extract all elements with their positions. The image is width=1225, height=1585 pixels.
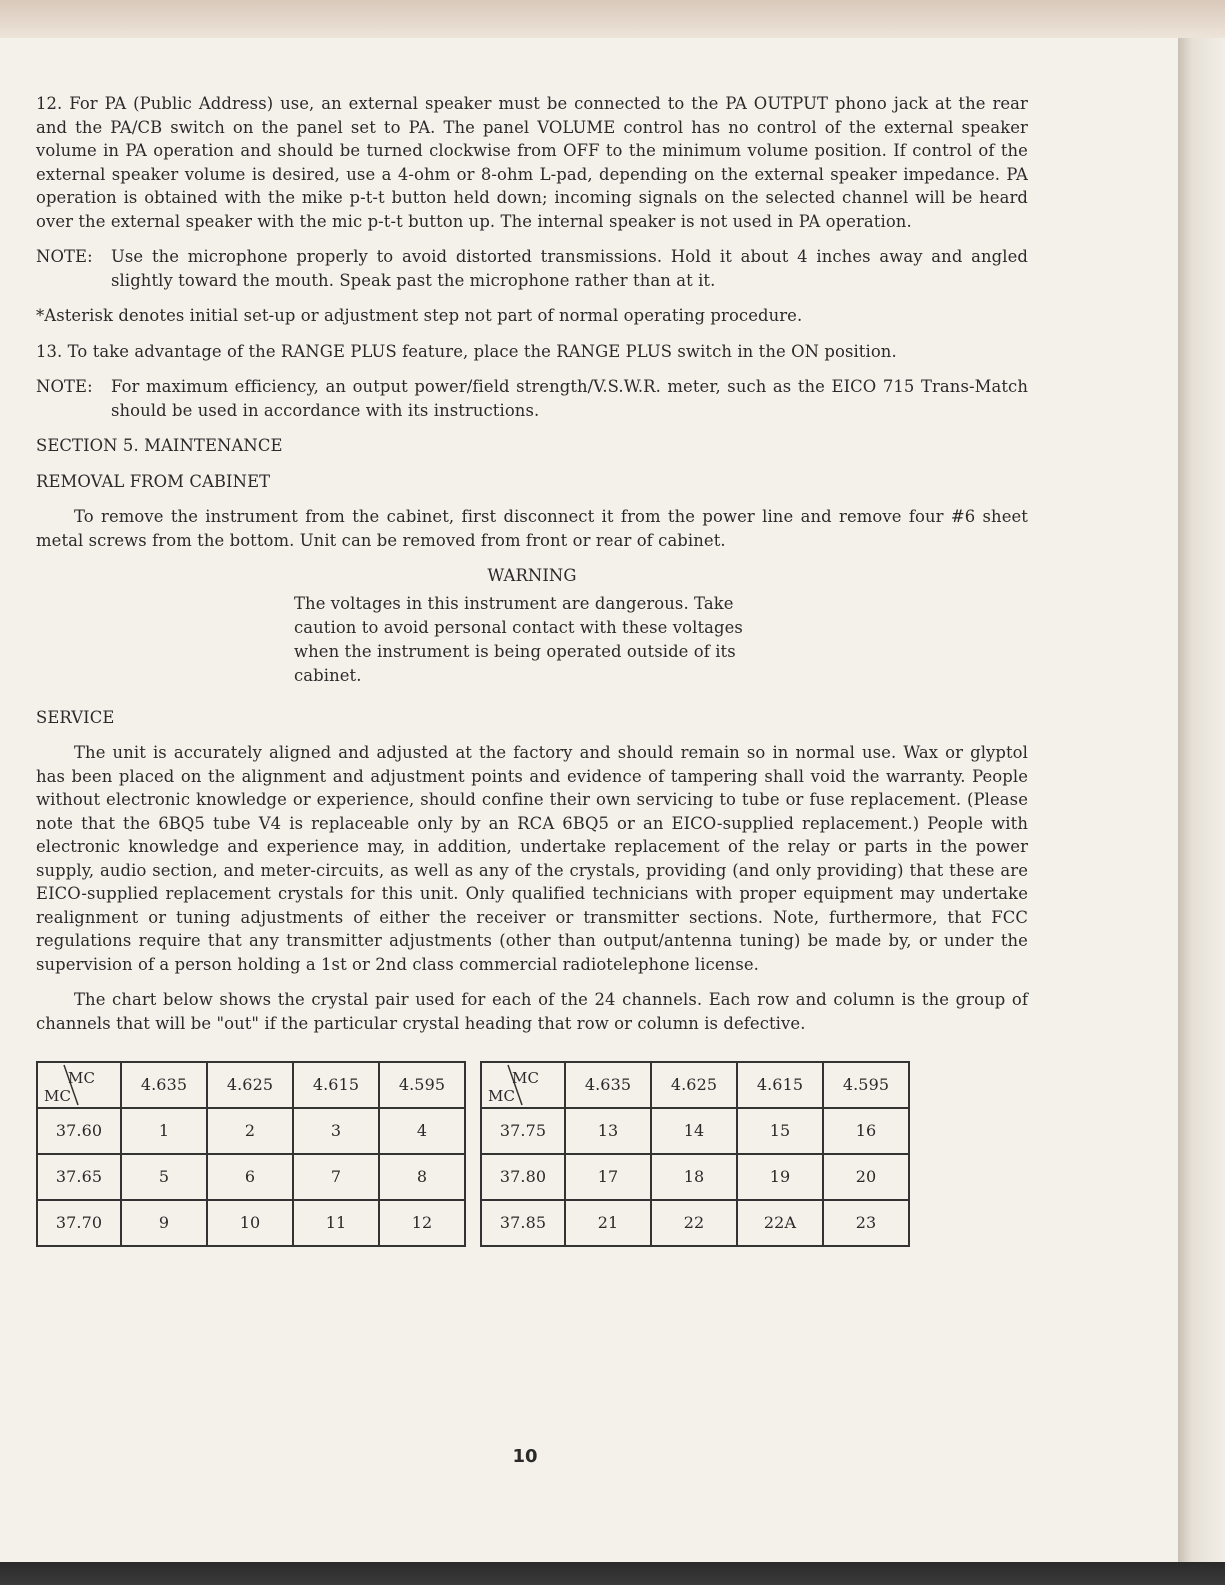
column-header: 4.625 <box>207 1062 293 1108</box>
table-cell: 22 <box>651 1200 737 1246</box>
table-cell: 2 <box>207 1108 293 1154</box>
service-paragraph: The unit is accurately aligned and adjusted at the factory and should remain so in normal use. Wax or glyptol has been placed on the alignment and adjustment points and evidence of tampering shall void the warranty. People without electronic knowledge or experience, should confine their own servicing to tube or fuse replacement. (Please note that the 6BQ5 tube V4 is replaceable only by an RCA 6BQ5 or an EICO-supplied replacement.) People with electronic knowledge and experience may, in addition, undertake replacement of the relay or parts in the power supply, audio section, and meter-circuits, as well as any of the crystals, providing (and only providing) that these are EICO-supplied replacement crystals for this unit. Only qualified technicians with proper equipment may undertake realignment or tuning adjustments of either the receiver or transmitter sections. Note, furthermore, that FCC regulations require that any transmitter adjustments (other than output/antenna tuning) be made by, or under the supervision of a person holding a 1st or 2nd class commercial radiotelephone license. <box>36 743 1028 974</box>
document-page <box>0 38 1178 1562</box>
row-header: 37.75 <box>481 1108 565 1154</box>
table-cell: 9 <box>121 1200 207 1246</box>
table-row <box>481 1108 909 1154</box>
table-cell: 3 <box>293 1108 379 1154</box>
table-header-row <box>481 1062 909 1108</box>
scan-bottom-edge <box>0 1562 1225 1585</box>
page-number: 10 <box>512 1446 538 1467</box>
table-cell: 1 <box>121 1108 207 1154</box>
table-cell: 8 <box>379 1154 465 1200</box>
table-cell: 19 <box>737 1154 823 1200</box>
note-microphone <box>36 245 1028 292</box>
column-header: 4.615 <box>737 1062 823 1108</box>
table-cell: 7 <box>293 1154 379 1200</box>
row-header: 37.85 <box>481 1200 565 1246</box>
table-cell: 20 <box>823 1154 909 1200</box>
column-header: 4.635 <box>565 1062 651 1108</box>
table-cell: 16 <box>823 1108 909 1154</box>
table-header-row <box>37 1062 465 1108</box>
removal-paragraph: To remove the instrument from the cabinet, first disconnect it from the power line and remove four #6 sheet metal screws from the bottom. Unit can be removed from front or rear of cabinet. <box>36 507 1028 550</box>
corner-label-top: MC <box>512 1069 540 1087</box>
service-heading: SERVICE <box>36 707 115 727</box>
note-label: NOTE: <box>36 377 93 396</box>
scan-page-gutter <box>1178 38 1225 1585</box>
table-cell: 14 <box>651 1108 737 1154</box>
note-efficiency <box>36 375 1028 422</box>
note-text: For maximum efficiency, an output power/field strength/V.S.W.R. meter, such as the EICO 715 Trans-Match should be used in accordance with its instructions. <box>111 377 1028 420</box>
note-label: NOTE: <box>36 247 93 266</box>
paragraph-12: 12. For PA (Public Address) use, an external speaker must be connected to the PA OUTPUT phono jack at the rear and the PA/CB switch on the panel set to PA. The panel VOLUME control has no control of the external speaker volume in PA operation and should be turned clockwise from OFF to the minimum volume position. If control of the external speaker volume is desired, use a 4-ohm or 8-ohm L-pad, depending on the external speaker impedance. PA operation is obtained with the mike p-t-t button held down; incoming signals on the selected channel will be heard over the external speaker with the mic p-t-t button up. The internal speaker is not used in PA operation. <box>36 94 1028 231</box>
row-header: 37.70 <box>37 1200 121 1246</box>
table-cell: 12 <box>379 1200 465 1246</box>
corner-cell <box>481 1062 565 1108</box>
section-heading: SECTION 5. MAINTENANCE <box>36 436 283 455</box>
table-cell: 18 <box>651 1154 737 1200</box>
row-header: 37.65 <box>37 1154 121 1200</box>
table-row <box>37 1154 465 1200</box>
column-header: 4.615 <box>293 1062 379 1108</box>
chart-paragraph: The chart below shows the crystal pair used for each of the 24 channels. Each row and column is the group of channels that will be "out" if the particular crystal heading that row or column is defective. <box>36 990 1028 1033</box>
table-cell: 13 <box>565 1108 651 1154</box>
table-row <box>481 1154 909 1200</box>
table-cell: 21 <box>565 1200 651 1246</box>
table-row <box>37 1200 465 1246</box>
page-content <box>36 92 1028 1247</box>
crystal-table-2 <box>480 1061 910 1247</box>
table-cell: 4 <box>379 1108 465 1154</box>
column-header: 4.635 <box>121 1062 207 1108</box>
table-cell: 17 <box>565 1154 651 1200</box>
table-cell: 23 <box>823 1200 909 1246</box>
column-header: 4.595 <box>379 1062 465 1108</box>
row-header: 37.80 <box>481 1154 565 1200</box>
crystal-table-1 <box>36 1061 466 1247</box>
corner-cell <box>37 1062 121 1108</box>
table-cell: 6 <box>207 1154 293 1200</box>
column-header: 4.595 <box>823 1062 909 1108</box>
row-header: 37.60 <box>37 1108 121 1154</box>
corner-label-top: MC <box>68 1069 96 1087</box>
table-row <box>481 1200 909 1246</box>
table-cell: 15 <box>737 1108 823 1154</box>
table-cell: 10 <box>207 1200 293 1246</box>
table-cell: 22A <box>737 1200 823 1246</box>
removal-heading: REMOVAL FROM CABINET <box>36 471 271 491</box>
scan-top-edge <box>0 0 1225 38</box>
warning-heading: WARNING <box>487 566 577 585</box>
warning-text: The voltages in this instrument are dangerous. Take caution to avoid personal contact with these voltages when the instrument is being operated outside of its cabinet. <box>294 593 743 685</box>
crystal-tables <box>36 1061 1028 1247</box>
asterisk-note: *Asterisk denotes initial set-up or adjustment step not part of normal operating procedure. <box>36 306 803 325</box>
note-text: Use the microphone properly to avoid distorted transmissions. Hold it about 4 inches away and angled slightly toward the mouth. Speak past the microphone rather than at it. <box>111 247 1028 290</box>
table-row <box>37 1108 465 1154</box>
column-header: 4.625 <box>651 1062 737 1108</box>
paragraph-13: 13. To take advantage of the RANGE PLUS feature, place the RANGE PLUS switch in the ON position. <box>36 341 897 361</box>
corner-label-bottom: MC <box>44 1087 72 1105</box>
table-cell: 11 <box>293 1200 379 1246</box>
corner-label-bottom: MC <box>488 1087 516 1105</box>
table-cell: 5 <box>121 1154 207 1200</box>
